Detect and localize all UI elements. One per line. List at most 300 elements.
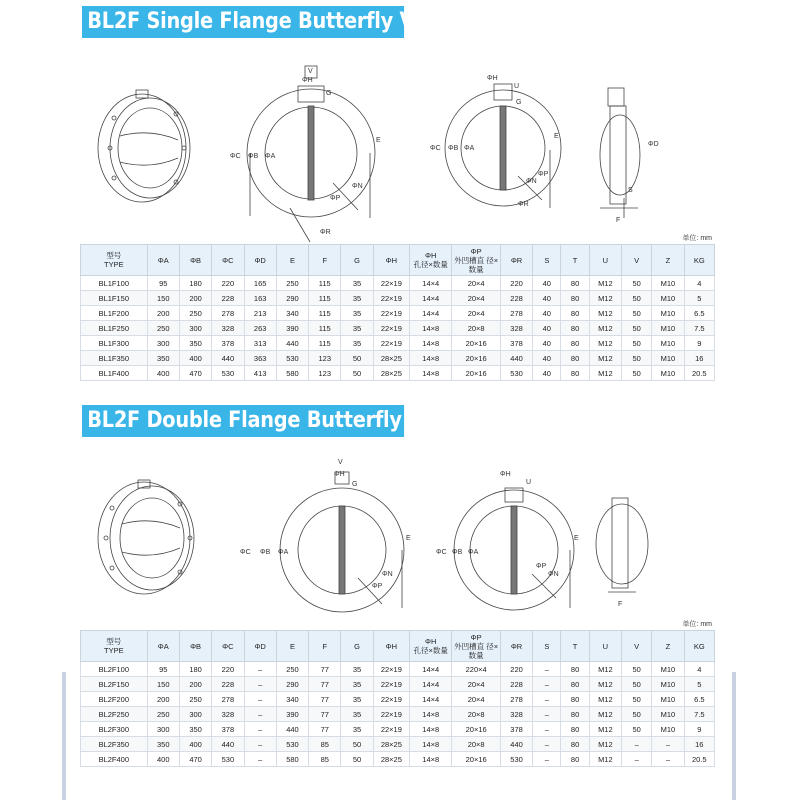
- column-header-label: ΦA: [157, 255, 169, 265]
- dim-g-alt: G: [516, 99, 522, 106]
- table-cell: 9: [684, 336, 714, 351]
- dim-p-double: ΦP: [372, 583, 383, 590]
- column-header: [276, 631, 308, 662]
- column-header-label: ΦH: [385, 255, 398, 265]
- table-cell: 440: [500, 351, 532, 366]
- table-cell: 390: [276, 321, 308, 336]
- table-cell: –: [652, 737, 684, 752]
- table-cell: M10: [652, 351, 684, 366]
- table-cell: 228: [212, 677, 244, 692]
- table-row: [81, 351, 715, 366]
- table-cell: 50: [622, 321, 652, 336]
- table-cell: BL1F250: [81, 321, 148, 336]
- table-cell: –: [244, 752, 276, 767]
- table-cell: 400: [179, 737, 211, 752]
- column-header-label: ΦD: [254, 641, 266, 651]
- table-cell: 40: [533, 351, 561, 366]
- table-cell: 530: [212, 366, 244, 381]
- column-header: [622, 245, 652, 276]
- table-cell: 77: [309, 707, 341, 722]
- table-cell: 220×4: [452, 662, 500, 677]
- table-cell: 328: [500, 707, 532, 722]
- table-cell: M12: [589, 306, 621, 321]
- table-cell: 350: [147, 351, 179, 366]
- column-header-label: ΦC: [222, 255, 234, 265]
- table-cell: 20×8: [452, 321, 500, 336]
- table-cell: 328: [500, 321, 532, 336]
- table-cell: 440: [276, 722, 308, 737]
- table-row: [81, 752, 715, 767]
- dim-b-double-alt: ΦB: [452, 549, 463, 556]
- column-header: [179, 245, 211, 276]
- table-cell: 328: [212, 321, 244, 336]
- table-cell: 115: [309, 276, 341, 291]
- table-cell: 50: [622, 707, 652, 722]
- table-cell: 22×19: [373, 722, 409, 737]
- table-cell: 530: [500, 752, 532, 767]
- double-flange-spec-table: [80, 630, 715, 767]
- table-cell: 22×19: [373, 291, 409, 306]
- table-cell: –: [622, 737, 652, 752]
- table-cell: 28×25: [373, 752, 409, 767]
- table-cell: 80: [561, 291, 589, 306]
- table-cell: 200: [179, 291, 211, 306]
- column-header-sublabel: TYPE: [104, 646, 124, 655]
- dim-f-double: F: [618, 601, 623, 608]
- table-cell: 300: [147, 336, 179, 351]
- table-cell: 220: [212, 662, 244, 677]
- dim-b: ΦB: [248, 153, 259, 160]
- single-unit-note: 单位: mm: [682, 235, 712, 242]
- table-cell: 20×4: [452, 276, 500, 291]
- column-header-label: G: [354, 255, 360, 265]
- table-cell: 163: [244, 291, 276, 306]
- table-cell: M12: [589, 752, 621, 767]
- table-cell: 22×19: [373, 321, 409, 336]
- table-cell: 263: [244, 321, 276, 336]
- table-cell: 50: [622, 291, 652, 306]
- table-cell: 20×4: [452, 677, 500, 692]
- table-cell: 340: [276, 306, 308, 321]
- table-cell: 530: [276, 737, 308, 752]
- table-cell: 50: [622, 306, 652, 321]
- table-cell: –: [652, 752, 684, 767]
- table-cell: 80: [561, 707, 589, 722]
- dim-e-alt: E: [554, 133, 559, 140]
- table-cell: 213: [244, 306, 276, 321]
- column-header: [179, 631, 211, 662]
- table-cell: 530: [276, 351, 308, 366]
- table-cell: 4: [684, 662, 714, 677]
- table-cell: 22×19: [373, 336, 409, 351]
- column-header: [589, 631, 621, 662]
- table-cell: 14×8: [410, 336, 452, 351]
- table-cell: 7.5: [684, 321, 714, 336]
- table-cell: 80: [561, 351, 589, 366]
- table-cell: 123: [309, 366, 341, 381]
- table-cell: 6.5: [684, 306, 714, 321]
- table-cell: 390: [276, 707, 308, 722]
- dim-c-double-alt: ΦC: [436, 549, 447, 556]
- column-header: [684, 245, 714, 276]
- table-cell: M10: [652, 306, 684, 321]
- table-cell: 290: [276, 291, 308, 306]
- single-flange-drawings: [80, 58, 720, 258]
- table-cell: 20.5: [684, 366, 714, 381]
- table-cell: 16: [684, 351, 714, 366]
- table-cell: 250: [147, 321, 179, 336]
- table-cell: 200: [147, 692, 179, 707]
- table-cell: 278: [212, 692, 244, 707]
- column-header-label: ΦC: [222, 641, 234, 651]
- table-cell: 28×25: [373, 366, 409, 381]
- table-cell: 4: [684, 276, 714, 291]
- right-edge-marker: [732, 672, 736, 800]
- table-cell: 35: [341, 722, 373, 737]
- table-cell: 123: [309, 351, 341, 366]
- table-cell: –: [244, 707, 276, 722]
- table-cell: 20×4: [452, 291, 500, 306]
- dim-u: U: [514, 83, 520, 90]
- table-cell: 530: [500, 366, 532, 381]
- column-header-label: V: [634, 641, 640, 651]
- dim-b-double: ΦB: [260, 549, 271, 556]
- table-cell: 14×4: [410, 306, 452, 321]
- table-cell: M10: [652, 692, 684, 707]
- table-cell: –: [244, 662, 276, 677]
- table-cell: 20.5: [684, 752, 714, 767]
- single-flange-drawing-svg: [80, 58, 720, 258]
- table-cell: BL2F400: [81, 752, 148, 767]
- table-cell: BL1F350: [81, 351, 148, 366]
- column-header-label: ΦB: [190, 255, 202, 265]
- table-cell: 40: [533, 306, 561, 321]
- table-cell: M10: [652, 722, 684, 737]
- table-cell: 378: [500, 336, 532, 351]
- table-cell: 50: [622, 336, 652, 351]
- table-row: [81, 677, 715, 692]
- table-cell: 400: [179, 351, 211, 366]
- table-cell: 20×8: [452, 737, 500, 752]
- table-cell: 350: [147, 737, 179, 752]
- column-header-label: ΦR: [510, 255, 523, 265]
- table-row: [81, 276, 715, 291]
- column-header-label: ΦA: [157, 641, 169, 651]
- table-cell: 40: [533, 276, 561, 291]
- table-cell: 77: [309, 677, 341, 692]
- table-cell: 22×19: [373, 306, 409, 321]
- table-cell: 28×25: [373, 737, 409, 752]
- table-cell: 20×16: [452, 351, 500, 366]
- table-cell: M12: [589, 707, 621, 722]
- table-cell: 22×19: [373, 692, 409, 707]
- table-cell: 40: [533, 366, 561, 381]
- table-cell: 14×8: [410, 707, 452, 722]
- column-header-label: S: [544, 255, 550, 265]
- column-header-label: E: [289, 641, 295, 651]
- double-flange-title: BL2F Double Flange Butterfly Valve: [82, 405, 404, 437]
- column-header-label: G: [354, 641, 360, 651]
- table-cell: 80: [561, 276, 589, 291]
- side-view-double: [596, 498, 648, 592]
- column-header-sublabel: 外凹槽直 径×数量: [454, 641, 499, 660]
- table-cell: 95: [147, 662, 179, 677]
- table-cell: BL1F150: [81, 291, 148, 306]
- table-cell: 115: [309, 336, 341, 351]
- table-cell: –: [244, 692, 276, 707]
- table-cell: 180: [179, 276, 211, 291]
- column-header-label: F: [322, 641, 328, 651]
- table-cell: 115: [309, 291, 341, 306]
- table-cell: BL2F300: [81, 722, 148, 737]
- column-header: [276, 245, 308, 276]
- column-header-label: U: [602, 641, 609, 651]
- table-cell: 115: [309, 321, 341, 336]
- dim-v: V: [308, 68, 313, 75]
- table-cell: 50: [341, 351, 373, 366]
- table-cell: 35: [341, 692, 373, 707]
- dim-h-double: ΦH: [334, 471, 345, 478]
- table-cell: 16: [684, 737, 714, 752]
- column-header: [652, 631, 684, 662]
- column-header: [452, 245, 500, 276]
- dim-e-double-alt: E: [574, 535, 579, 542]
- column-header: [500, 245, 532, 276]
- column-header-label: 型号: [106, 251, 122, 260]
- table-cell: M12: [589, 321, 621, 336]
- front-view-double: [280, 472, 404, 612]
- dim-u-double: U: [526, 479, 532, 486]
- column-header: [410, 631, 452, 662]
- table-cell: M10: [652, 291, 684, 306]
- table-cell: 35: [341, 677, 373, 692]
- table-cell: 14×8: [410, 351, 452, 366]
- table-cell: 250: [276, 276, 308, 291]
- column-header: [622, 631, 652, 662]
- table-cell: 20×16: [452, 722, 500, 737]
- table-cell: 14×4: [410, 291, 452, 306]
- table-cell: 50: [622, 276, 652, 291]
- table-cell: 20×4: [452, 306, 500, 321]
- table-cell: 14×8: [410, 321, 452, 336]
- table-cell: M10: [652, 276, 684, 291]
- table-cell: 5: [684, 291, 714, 306]
- table-cell: 440: [500, 737, 532, 752]
- column-header-label: Z: [665, 255, 671, 265]
- table-cell: –: [533, 752, 561, 767]
- table-cell: 228: [500, 291, 532, 306]
- dim-h: ΦH: [302, 77, 313, 84]
- table-cell: 7.5: [684, 707, 714, 722]
- table-cell: 220: [500, 276, 532, 291]
- table-cell: M12: [589, 276, 621, 291]
- table-cell: 300: [179, 707, 211, 722]
- table-cell: 9: [684, 722, 714, 737]
- dim-e-double: E: [406, 535, 411, 542]
- dim-p-alt: ΦP: [538, 171, 549, 178]
- table-cell: –: [533, 707, 561, 722]
- table-cell: 150: [147, 291, 179, 306]
- table-cell: M10: [652, 662, 684, 677]
- table-cell: 278: [212, 306, 244, 321]
- column-header: [212, 245, 244, 276]
- column-header: [341, 245, 373, 276]
- table-cell: BL2F150: [81, 677, 148, 692]
- dim-p: ΦP: [330, 195, 341, 202]
- table-cell: 85: [309, 737, 341, 752]
- table-cell: M10: [652, 677, 684, 692]
- table-cell: 250: [179, 692, 211, 707]
- double-unit-note: 单位: mm: [682, 621, 712, 628]
- column-header: [533, 245, 561, 276]
- column-header: [561, 631, 589, 662]
- table-cell: 50: [341, 737, 373, 752]
- single-flange-spec-table: [80, 244, 715, 381]
- table-cell: 80: [561, 752, 589, 767]
- column-header: [147, 245, 179, 276]
- table-cell: BL2F100: [81, 662, 148, 677]
- table-cell: 77: [309, 662, 341, 677]
- table-row: [81, 737, 715, 752]
- column-header: [373, 631, 409, 662]
- table-cell: 50: [341, 752, 373, 767]
- column-header: [410, 245, 452, 276]
- dim-s: S: [628, 187, 633, 194]
- dim-r: ΦR: [320, 229, 331, 236]
- table-cell: 413: [244, 366, 276, 381]
- table-header-row: [81, 245, 715, 276]
- table-cell: 50: [622, 351, 652, 366]
- table-cell: 35: [341, 291, 373, 306]
- table-row: [81, 707, 715, 722]
- table-cell: M10: [652, 321, 684, 336]
- column-header-sublabel: 外凹槽直 径×数量: [454, 255, 499, 274]
- table-row: [81, 306, 715, 321]
- table-cell: M12: [589, 351, 621, 366]
- table-cell: 80: [561, 737, 589, 752]
- isometric-valve-drawing-double: [98, 480, 194, 594]
- table-cell: BL2F350: [81, 737, 148, 752]
- table-cell: 80: [561, 366, 589, 381]
- table-cell: 28×25: [373, 351, 409, 366]
- table-cell: M12: [589, 677, 621, 692]
- table-cell: 50: [341, 366, 373, 381]
- table-cell: 80: [561, 336, 589, 351]
- dim-h-alt: ΦH: [487, 75, 498, 82]
- column-header-label: ΦR: [510, 641, 523, 651]
- table-cell: 400: [147, 752, 179, 767]
- table-cell: 228: [500, 677, 532, 692]
- dim-a-double: ΦA: [278, 549, 289, 556]
- table-cell: 363: [244, 351, 276, 366]
- table-cell: 50: [622, 692, 652, 707]
- column-header-label: E: [289, 255, 295, 265]
- column-header: [81, 631, 148, 662]
- column-header: [81, 245, 148, 276]
- table-cell: 40: [533, 336, 561, 351]
- table-cell: 470: [179, 752, 211, 767]
- column-header-label: V: [634, 255, 640, 265]
- dim-n-double-alt: ΦN: [548, 571, 559, 578]
- table-cell: M12: [589, 722, 621, 737]
- column-header-sublabel: 孔径×数量: [413, 260, 448, 269]
- table-cell: 20×4: [452, 692, 500, 707]
- table-header-row: [81, 631, 715, 662]
- table-cell: M10: [652, 366, 684, 381]
- isometric-valve-drawing: [98, 90, 190, 202]
- table-cell: –: [533, 662, 561, 677]
- table-cell: 228: [212, 291, 244, 306]
- table-cell: M12: [589, 692, 621, 707]
- table-cell: 300: [179, 321, 211, 336]
- column-header-label: ΦH: [385, 641, 398, 651]
- column-header: [309, 245, 341, 276]
- table-cell: 220: [500, 662, 532, 677]
- table-cell: BL1F200: [81, 306, 148, 321]
- column-header: [373, 245, 409, 276]
- table-cell: 80: [561, 321, 589, 336]
- column-header-label: ΦH: [425, 637, 437, 646]
- table-cell: 220: [212, 276, 244, 291]
- column-header-label: S: [544, 641, 550, 651]
- table-cell: 6.5: [684, 692, 714, 707]
- table-row: [81, 321, 715, 336]
- table-cell: 20×8: [452, 707, 500, 722]
- table-cell: 290: [276, 677, 308, 692]
- table-cell: 150: [147, 677, 179, 692]
- table-cell: 440: [212, 351, 244, 366]
- table-cell: 115: [309, 306, 341, 321]
- dim-e: E: [376, 137, 381, 144]
- table-cell: 14×4: [410, 692, 452, 707]
- dim-n-double: ΦN: [382, 571, 393, 578]
- dim-p-double-alt: ΦP: [536, 563, 547, 570]
- table-cell: 40: [533, 321, 561, 336]
- table-cell: 50: [622, 722, 652, 737]
- table-cell: 20×16: [452, 752, 500, 767]
- dim-b-alt: ΦB: [448, 145, 459, 152]
- dim-h-double-alt: ΦH: [500, 471, 511, 478]
- table-cell: 22×19: [373, 662, 409, 677]
- table-cell: 35: [341, 336, 373, 351]
- table-cell: 350: [179, 722, 211, 737]
- table-cell: 35: [341, 306, 373, 321]
- table-cell: 80: [561, 662, 589, 677]
- table-cell: 80: [561, 306, 589, 321]
- dim-c-alt: ΦC: [430, 145, 441, 152]
- double-flange-drawing-svg: [80, 448, 720, 648]
- table-cell: M12: [589, 366, 621, 381]
- table-row: [81, 336, 715, 351]
- table-cell: 35: [341, 662, 373, 677]
- single-flange-title: BL2F Single Flange Butterfly Valve: [82, 6, 404, 38]
- table-cell: 14×4: [410, 662, 452, 677]
- table-cell: 165: [244, 276, 276, 291]
- dim-a-double-alt: ΦA: [468, 549, 479, 556]
- column-header-sublabel: TYPE: [104, 260, 124, 269]
- column-header: [500, 631, 532, 662]
- table-cell: –: [533, 737, 561, 752]
- column-header: [341, 631, 373, 662]
- table-cell: –: [244, 722, 276, 737]
- table-cell: 50: [622, 366, 652, 381]
- dim-g: G: [326, 90, 332, 97]
- front-view-single-alt: [445, 84, 561, 208]
- table-cell: 5: [684, 677, 714, 692]
- table-cell: M12: [589, 291, 621, 306]
- table-row: [81, 722, 715, 737]
- column-header: [452, 631, 500, 662]
